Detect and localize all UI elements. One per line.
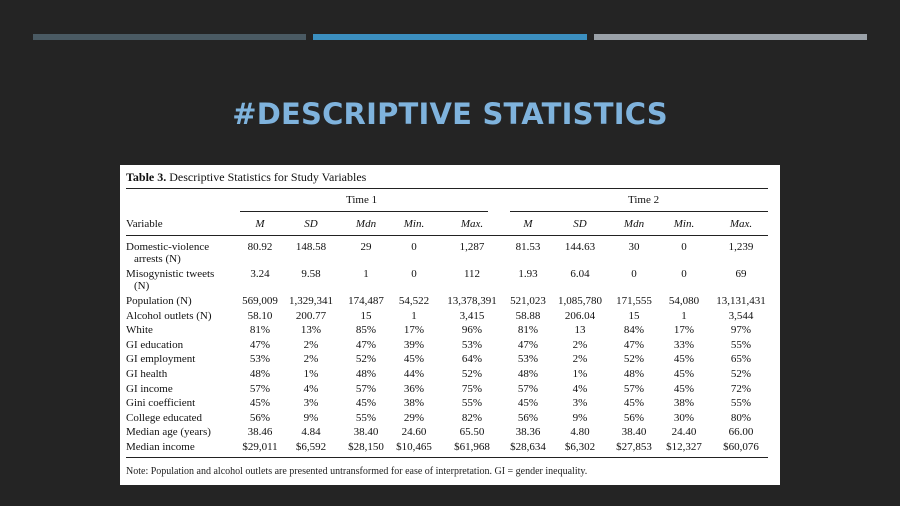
table-cell: 45% — [249, 397, 271, 410]
table-cell: 75% — [461, 382, 483, 395]
table-cell: 96% — [461, 324, 483, 337]
table-cell: 36% — [403, 382, 425, 395]
table-cell: 33% — [673, 338, 695, 351]
table-cell: 13,378,391 — [447, 295, 497, 307]
table-cell: $29,011 — [242, 441, 278, 453]
table-cell: 39% — [403, 338, 425, 351]
table-cell: 57% — [249, 382, 271, 395]
row-label: Domestic-violence — [126, 241, 210, 253]
table-cell: 38.40 — [353, 426, 379, 439]
table-cell: 82% — [461, 411, 483, 424]
table-cell: 30% — [673, 411, 695, 424]
table-cell: 1% — [303, 368, 319, 380]
table-cell: 569,009 — [242, 295, 278, 307]
row-label-continued: (N) — [134, 280, 150, 292]
table-cell: 1,329,341 — [289, 295, 333, 307]
table-caption-label: Table 3. — [126, 170, 167, 184]
table-cell: 58.88 — [515, 309, 541, 322]
table-cell: 48% — [249, 368, 271, 380]
table-cell: 65% — [730, 353, 752, 366]
table-cell: $6,302 — [564, 441, 596, 453]
table-cell: $12,327 — [666, 441, 702, 453]
table-rule-bottom — [126, 457, 768, 458]
table-cell: 38.36 — [515, 426, 541, 439]
table-cell: 0 — [411, 241, 417, 253]
table-cell: 45% — [355, 397, 377, 410]
table-cell: 55% — [730, 338, 752, 351]
decorative-bar-2 — [313, 34, 587, 40]
table-cell: 38% — [403, 397, 425, 410]
table-cell: 97% — [730, 324, 752, 337]
table-cell: 45% — [673, 368, 695, 380]
table-cell: 47% — [623, 338, 645, 351]
table-cell: 13 — [574, 324, 586, 337]
table-cell: 55% — [730, 397, 752, 410]
table-cell: 2% — [303, 353, 319, 366]
table-cell: 47% — [249, 338, 271, 351]
table-cell: 66.00 — [728, 426, 754, 439]
row-label: Misogynistic tweets — [126, 268, 215, 280]
table-cell: 17% — [403, 324, 425, 337]
table-cell: 47% — [355, 338, 377, 351]
table-cell: 6.04 — [570, 268, 590, 280]
table-cell: 3,544 — [728, 309, 754, 322]
table-cell: 53% — [249, 353, 271, 366]
table-cell: 69 — [735, 268, 747, 280]
table-cell: 206.04 — [564, 309, 596, 322]
table-rule-header — [126, 235, 768, 236]
table-cell: 0 — [681, 241, 687, 253]
table-cell: 52% — [623, 353, 645, 366]
table-cell: 56% — [517, 411, 539, 424]
table-cell: 56% — [623, 411, 645, 424]
table-cell: 54,080 — [668, 295, 700, 307]
table-cell: 112 — [463, 268, 481, 280]
table-cell: 56% — [249, 411, 271, 424]
row-label: GI employment — [126, 353, 196, 366]
table-cell: 1 — [681, 309, 687, 322]
table-cell: 48% — [517, 368, 539, 380]
table-cell: 24.40 — [671, 426, 697, 439]
statistics-table — [120, 165, 780, 485]
table-cell: 144.63 — [564, 241, 596, 253]
table-cell: 1,287 — [459, 241, 485, 253]
table-cell: 4% — [303, 382, 319, 395]
table-cell: $27,853 — [616, 441, 652, 453]
row-label: GI income — [126, 382, 173, 395]
table-cell: $28,150 — [348, 441, 384, 453]
table-cell: 174,487 — [348, 295, 384, 307]
table-cell: 29% — [403, 411, 425, 424]
table-cell: 72% — [730, 382, 752, 395]
table-cell: 4% — [572, 382, 588, 395]
table-cell: 45% — [623, 397, 645, 410]
stat-header: Mdn — [355, 218, 377, 230]
stat-header: Max. — [729, 218, 753, 230]
table-cell: 9% — [572, 411, 588, 424]
table-cell: 81% — [517, 324, 539, 337]
table-cell: 54,522 — [398, 295, 430, 307]
row-label: Alcohol outlets (N) — [126, 309, 212, 322]
row-label: Gini coefficient — [126, 397, 196, 410]
table-cell: 3% — [572, 397, 588, 410]
table-cell: 3.24 — [250, 268, 270, 280]
decorative-bar-1 — [33, 34, 306, 40]
row-label: Median income — [126, 441, 195, 453]
table-cell: 15 — [360, 309, 372, 322]
table-cell: 2% — [303, 338, 319, 351]
table-cell: 3,415 — [459, 309, 485, 322]
table-cell: 1.93 — [518, 268, 538, 280]
table-cell: 80.92 — [247, 241, 273, 253]
table-rule-top — [126, 188, 768, 189]
decorative-bars — [33, 34, 867, 40]
stat-header: Min. — [403, 218, 425, 230]
table-cell: 148.58 — [295, 241, 327, 253]
table-cell: 1 — [363, 268, 369, 280]
table-cell: 1% — [572, 368, 588, 380]
table-cell: 58.10 — [247, 309, 273, 322]
table-cell: 17% — [673, 324, 695, 337]
table-cell: 0 — [411, 268, 417, 280]
time2-header: Time 2 — [628, 194, 660, 206]
table-cell: 48% — [355, 368, 377, 380]
table-caption — [126, 170, 366, 185]
table-cell: 80% — [730, 411, 752, 424]
row-label-continued: arrests (N) — [134, 253, 181, 265]
table-cell: 1,239 — [728, 241, 754, 253]
table-cell: 9% — [303, 411, 319, 424]
table-cell: $61,968 — [454, 441, 490, 453]
row-label: GI health — [126, 368, 168, 380]
stat-header: M — [523, 218, 533, 230]
table-cell: 57% — [623, 382, 645, 395]
table-cell: 45% — [673, 353, 695, 366]
table-cell: 45% — [403, 353, 425, 366]
time1-header: Time 1 — [346, 194, 378, 206]
table-cell: 0 — [681, 268, 687, 280]
table-cell: 521,023 — [510, 295, 546, 307]
table-cell: 30 — [628, 241, 640, 253]
row-label: Median age (years) — [126, 426, 211, 439]
slide-title: #DESCRIPTIVE STATISTICS — [232, 97, 668, 131]
table-cell: 1 — [411, 309, 417, 322]
table-cell: 24.60 — [401, 426, 427, 439]
table-cell: 1,085,780 — [558, 295, 602, 307]
table-cell: $6,592 — [295, 441, 327, 453]
table-cell: 200.77 — [295, 309, 327, 322]
table-cell: $60,076 — [723, 441, 759, 453]
table-cell: 0 — [631, 268, 637, 280]
table-cell: 2% — [572, 353, 588, 366]
table-note: Note: Population and alcohol outlets are presented untransformed for ease of interpretation. GI = gender inequality. — [126, 466, 588, 477]
table-caption-text: Descriptive Statistics for Study Variables — [169, 170, 367, 184]
table-cell: 2% — [572, 338, 588, 351]
table-cell: 57% — [355, 382, 377, 395]
table-cell: 55% — [461, 397, 483, 410]
table-cell: 45% — [517, 397, 539, 410]
row-label: College educated — [126, 411, 203, 424]
table-cell: 52% — [730, 368, 752, 380]
stat-header: SD — [304, 218, 318, 230]
row-label: White — [126, 324, 153, 337]
table-cell: 53% — [517, 353, 539, 366]
table-cell: 29 — [360, 241, 372, 253]
stat-header: SD — [573, 218, 587, 230]
time2-rule — [510, 211, 768, 212]
row-label: GI education — [126, 338, 184, 351]
stat-header: Min. — [673, 218, 695, 230]
table-cell: 9.58 — [301, 268, 321, 280]
table-cell: 38.40 — [621, 426, 647, 439]
table-cell: 47% — [517, 338, 539, 351]
table-cell: 52% — [461, 368, 483, 380]
table-cell: 38.46 — [247, 426, 273, 439]
table-cell: 64% — [461, 353, 483, 366]
table-cell: $10,465 — [396, 441, 432, 453]
table-cell: 15 — [628, 309, 640, 322]
decorative-bar-3 — [594, 34, 867, 40]
variable-header: Variable — [126, 218, 163, 230]
table-cell: 81% — [249, 324, 271, 337]
table-cell: 52% — [355, 353, 377, 366]
stat-header: Max. — [460, 218, 484, 230]
table-cell: 65.50 — [459, 426, 485, 439]
time1-rule — [240, 211, 488, 212]
table-cell: 44% — [403, 368, 425, 380]
stat-header: Mdn — [623, 218, 645, 230]
table-cell: $28,634 — [510, 441, 546, 453]
table-cell: 57% — [517, 382, 539, 395]
table-cell: 171,555 — [616, 295, 652, 307]
table-cell: 38% — [673, 397, 695, 410]
table-cell: 55% — [355, 411, 377, 424]
table-cell: 48% — [623, 368, 645, 380]
table-cell: 4.84 — [301, 426, 321, 439]
table-cell: 85% — [355, 324, 377, 337]
table-cell: 3% — [303, 397, 319, 410]
table-cell: 13% — [300, 324, 322, 337]
table-cell: 53% — [461, 338, 483, 351]
table-cell: 84% — [623, 324, 645, 337]
table-cell: 4.80 — [570, 426, 590, 439]
table-cell: 81.53 — [515, 241, 541, 253]
stat-header: M — [255, 218, 265, 230]
row-label: Population (N) — [126, 295, 192, 307]
table-cell: 13,131,431 — [716, 295, 766, 307]
table-cell: 45% — [673, 382, 695, 395]
